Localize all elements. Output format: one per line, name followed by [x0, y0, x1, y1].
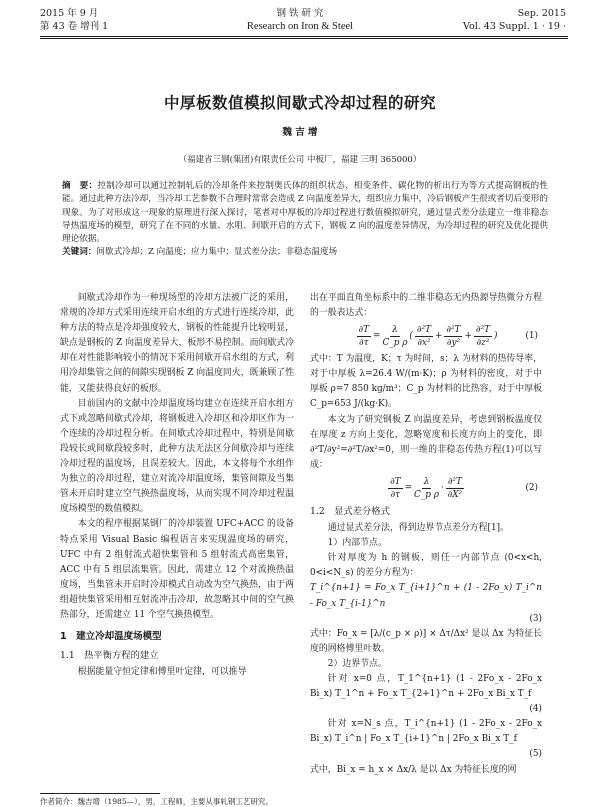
- abstract-label: 摘 要：: [62, 181, 98, 191]
- paragraph: 根据能量守恒定律和傅里叶定律，可以推导: [77, 667, 247, 678]
- equation-number: (3): [529, 613, 542, 624]
- equation-number: (4): [529, 704, 542, 715]
- paragraph: 针对 x=N_s 点，T_i^{n+1} (1 - 2Fo_x - 2Fo_x Bi_x) T_i^n | Fo_x T_{i+1}^n | 2Fo_x Bi_x T_f: [310, 719, 542, 745]
- paragraph: 针对 x=0 点，T_1^{n+1} (1 - 2Fo_x - 2Fo_x Bi_x) T_1^n + Fo_x T_{2+1}^n + 2Fo_x Bi_x T_f: [310, 673, 542, 700]
- paragraph: 式中，Bi_x = h_x × Δx/λ 是以 Δx 为特征长度的网: [310, 764, 517, 775]
- header-volume: 第 43 卷 增刊 1: [40, 21, 109, 32]
- equation-1: $\frac{\partial T}{\partial\tau}$ = $\frac{\lambda}{\text{C\_p ρ}}$ ( $\frac{\text{∂²T}}{\text{∂x²}}$ + $\frac{\text{∂²T}}{\text{∂y²}}$ + $\frac{\text{∂²T}}{\text{∂z²}}$ ) (1): [358, 325, 538, 349]
- paragraph: 出在平面直角坐标系中的二维非稳态无内热源导热微分方程的一般表达式：: [310, 293, 542, 319]
- paragraph: 本文为了研究钢板 Z 向温度差异，考虑到钢板温度仅在厚度 z 方向上变化，忽略宽度和长度方向上的变化，即 ∂²T/∂y²=∂²T/∂x²=0，则一维的非稳态传热方程(1)可以写成：: [310, 414, 542, 470]
- paragraph: 通过显式差分法，得到边界节点差分方程[1]。: [327, 523, 509, 534]
- paragraph: 式中：Fo_x = [λ/(c_p × ρ)] × Δτ/Δx² 是以 Δx 为特征长度的网格傅里叶数。: [310, 628, 542, 654]
- journal-name-cn: 钢 铁 研 究: [276, 8, 324, 19]
- header-page-info: Vol. 43 Suppl. 1 · 19 ·: [463, 21, 566, 32]
- subsection-heading: 1.2 显式差分格式: [310, 505, 390, 517]
- paragraph: 本文的程序根据某钢厂的冷却装置 UFC+ACC 的设备特点采用 Visual Basic 编程语言来实现温度场的研究，UFC 中有 2 组射流式超快集管和 5 组射流式高密集管，ACC 中有 5 组层流集管。因此，需建立 12 个对流换热温度场，当集管未开启时冷却模式自动改为空气换热，由于两组超快集管采用相互射流冲击冷却，故忽略其中间的空气换热部分，还需建立 11 个空气换热模型。: [60, 519, 294, 620]
- header-rule-bottom: [40, 38, 568, 39]
- paragraph: 式中：T 为温度，K；τ 为时间，s；λ 为材料的热传导率，对于中厚板 λ=26.4 W/(m·K)；ρ 为材料的密度，对于中厚板 ρ=7 850 kg/m³；C_p 为材料的比热容，对于中厚板 C_p=653 J/(kg·K)。: [310, 354, 542, 410]
- footnote: 作者简介：魏吉增（1985—），男，工程师，主要从事轧钢工艺研究。: [40, 797, 273, 806]
- list-item: 1）内部节点。: [327, 538, 387, 549]
- equation-number: (2): [525, 482, 538, 493]
- paper-title: 中厚板数值模拟间歇式冷却过程的研究: [163, 94, 436, 112]
- author: 魏 吉 增: [282, 127, 318, 138]
- paragraph: 目前国内的文献中冷却温度场均建立在连续开启水组方式下或忽略间歇式冷却，将钢板进入冷却区和冷却区作为一个连续的冷却过程分析。在间歇式冷却过程中，特别是间歇段较长或间歇段较多时，此种方法无法区分间歇冷却与连续冷却过程的温度场，且误差较大。因此，本文将每个水组作为独立的冷却过程，建立对流冷却温度场，集管间隙及当集管未开启时建立空气换热温度场，从而实现不同冷却过程温度场模型的数值模拟。: [60, 398, 294, 515]
- abstract-text: 控制冷却可以通过控制轧后的冷却条件来控制奥氏体的组织状态、相变条件、碳化物的析出行为等方式提高钢板的性能。通过此种方法冷却，当冷却工艺参数不合理时常常会造成 Z 向温度差异大，组织应力集中，冷后钢板产生很或者切后变形的现象。为了对形成这一现象的原理进行深入探讨，笔者对中厚板的冷却过程进行数值模拟研究，通过显式差分法建立一维非稳态导热温度场的模型，研究了在不同的水量、水咀、间歇开启的方式下，钢板 Z 向的温度差异情况，为冷却过程的研究及优化提供理论依据。: [62, 181, 548, 245]
- equation-number: (5): [529, 749, 542, 760]
- equation-3: T_i^{n+1} = Fo_x T_{i+1}^n + (1 - 2Fo_x) T_i^n - Fo_x T_{i-1}^n: [310, 583, 542, 609]
- affiliation: （福建省三钢(集团)有限责任公司 中板厂，福建 三明 365000）: [178, 155, 422, 165]
- right-column: [310, 291, 542, 778]
- subsection-heading: 1.1 热平衡方程的建立: [60, 650, 159, 662]
- header-date-en: Sep. 2015: [517, 8, 566, 19]
- journal-name-en: Research on Iron & Steel: [246, 21, 354, 32]
- header-rule-top: [40, 36, 568, 37]
- footnote-rule: [40, 793, 160, 794]
- paragraph: 针对厚度为 h 的钢板，则任一内部节点 (0<x<h, 0<i<N_s) 的差分方程为：: [310, 553, 542, 579]
- keywords-label: 关键词：: [62, 247, 97, 258]
- list-item: 2）边界节点。: [327, 658, 387, 669]
- paragraph: 间歇式冷却作为一种现场型的冷却方法被广泛的采用，常规的冷却方式采用连续开启水组的方式进行连续冷却，此种方法的特点是冷却强度较大，钢板的性能提升比较明显，缺点是钢板的 Z 向温度差异大，板形不易控制。而间歇式冷却在对性能影响较小的情况下采用间歇开启水组的方式，利用冷却集管之间的间隙实现钢板 Z 向温度同火，既兼顾了性能，又能获得良好的板形。: [60, 293, 294, 394]
- header-date: 2015 年 9 月: [40, 8, 99, 19]
- left-column: [60, 291, 294, 680]
- equation-number: (1): [525, 331, 538, 342]
- equation-2: $\frac{\partial T}{\partial\tau}$ = $\frac{\lambda}{\text{C\_p ρ}}$ · $\frac{\text{∂²T}}{\text{∂X²}}$ (2): [390, 476, 538, 500]
- section-heading: 1 建立冷却温度场模型: [60, 631, 162, 643]
- abstract: [62, 180, 548, 260]
- keywords-text: 间歇式冷却；Z 向温度；应力集中；显式差分法；非稳态温度场: [96, 247, 338, 258]
